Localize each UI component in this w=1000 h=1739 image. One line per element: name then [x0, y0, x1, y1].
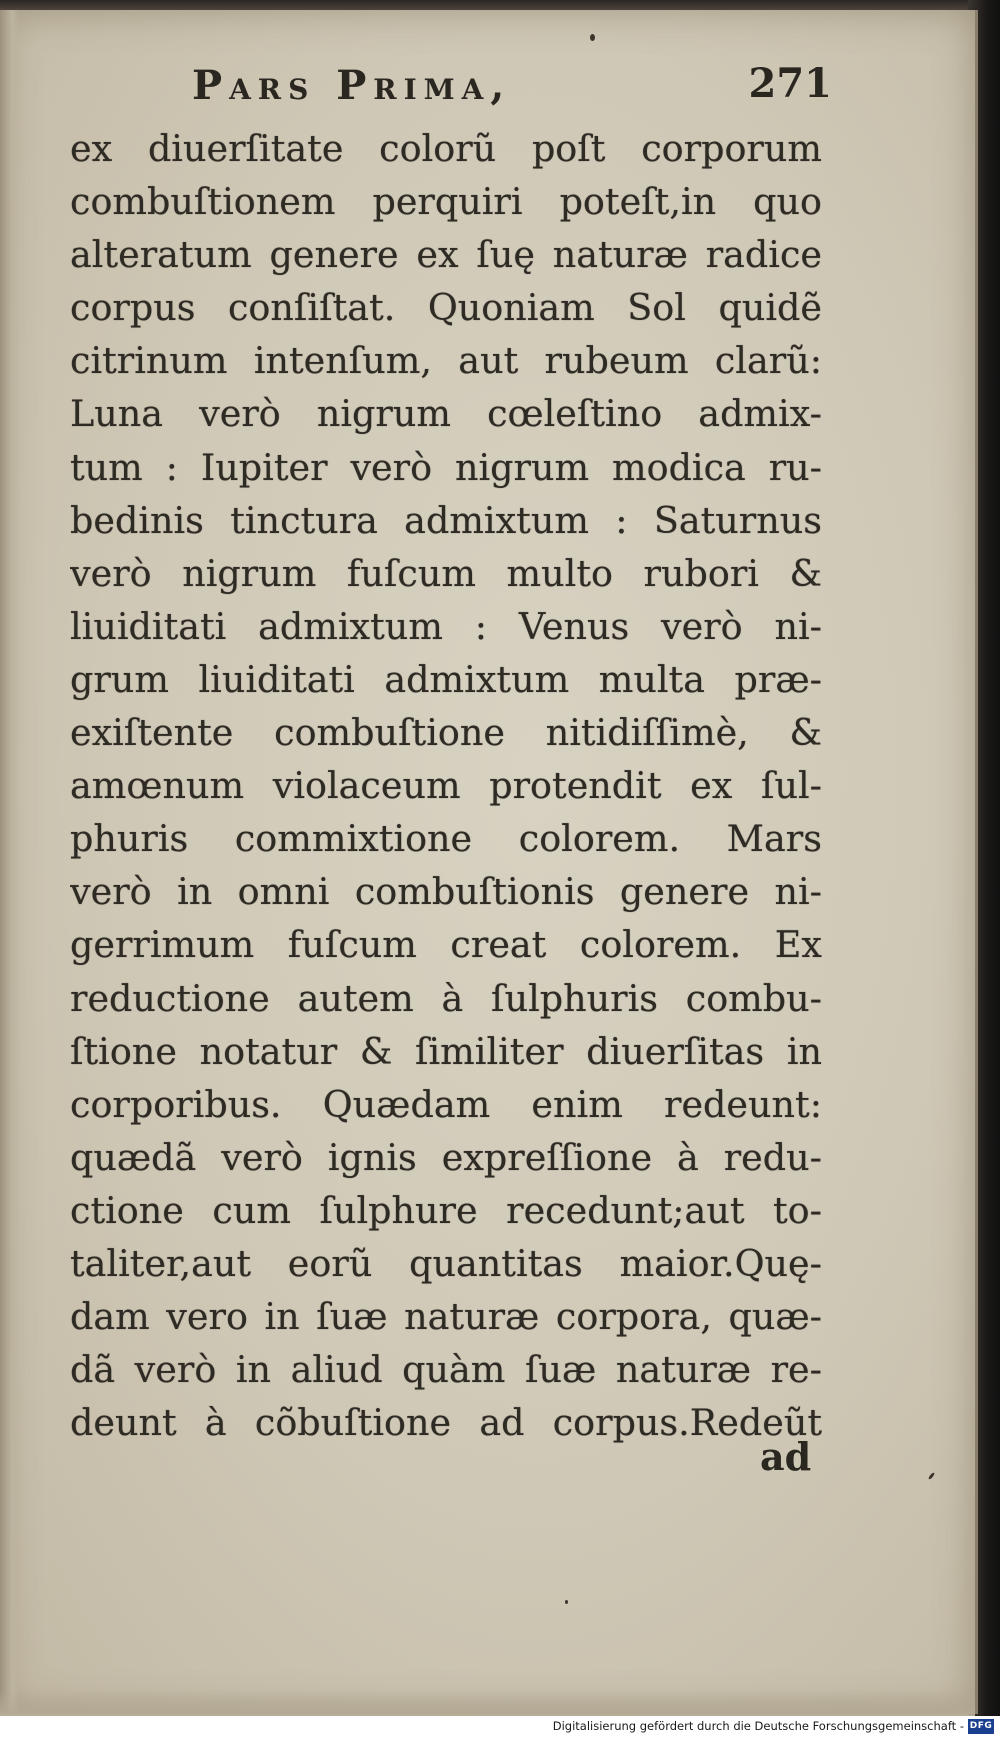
text-line: dam vero in ſuæ naturæ corpora, quæ- — [70, 1295, 822, 1339]
text-line: Luna verò nigrum cœleſtino admix- — [70, 392, 822, 436]
body-text-block — [70, 122, 822, 1449]
text-line: verò in omni combuſtionis genere ni- — [70, 870, 822, 914]
page-number: 271 — [748, 60, 832, 107]
text-line: taliter,aut eorũ quantitas maior.Quę- — [70, 1241, 822, 1285]
text-line: verò nigrum fuſcum multo rubori & — [70, 551, 822, 595]
text-line: combuſtionem perquiri poteſt,in quo — [70, 180, 822, 224]
text-line: liuiditati admixtum : Venus verò ni- — [70, 604, 822, 648]
page-bottom-shadow — [0, 1690, 975, 1716]
text-line: ſtione notatur & ſimiliter diuerſitas in — [70, 1029, 822, 1073]
digitization-footer — [0, 1716, 1000, 1739]
paper-speck — [590, 34, 595, 41]
text-line: grum liuiditati admixtum multa præ- — [70, 657, 822, 701]
text-line: corporibus. Quædam enim redeunt: — [70, 1082, 822, 1126]
text-line: dã verò in aliud quàm ſuæ naturæ re- — [70, 1348, 822, 1392]
footer-credit: Digitalisierung gefördert durch die Deutsche Forschungsgemeinschaft - — [552, 1719, 964, 1733]
paper-speck — [565, 1600, 568, 1604]
text-line: citrinum intenſum, aut rubeum clarũ: — [70, 339, 822, 383]
text-line: reductione autem à ſulphuris combu- — [70, 976, 822, 1020]
text-line: ctione cum ſulphure recedunt;aut to- — [70, 1188, 822, 1232]
page-header — [192, 62, 832, 122]
text-line: phuris commixtione colorem. Mars — [70, 817, 822, 861]
running-title: Pars Prima, — [192, 62, 512, 109]
dfg-logo-icon: DFG — [968, 1719, 994, 1734]
catchword: ad — [760, 1434, 812, 1479]
text-line: ex diuerſitate colorũ poſt corporum — [70, 127, 822, 170]
page-gutter-shadow — [0, 10, 20, 1714]
text-line: amœnum violaceum protendit ex ſul- — [70, 764, 822, 808]
text-line: exiſtente combuſtione nitidiſſimè, & — [70, 711, 822, 755]
text-line: tum : Iupiter verò nigrum modica ru- — [70, 445, 822, 489]
text-line: corpus conſiſtat. Quoniam Sol quidẽ — [70, 286, 822, 330]
text-line: quædã verò ignis expreſſione à redu- — [70, 1135, 822, 1179]
text-line: alteratum genere ex ſuę naturæ radice — [70, 233, 822, 277]
text-line: bedinis tinctura admixtum : Saturnus — [70, 498, 822, 542]
text-line: gerrimum fuſcum creat colorem. Ex — [70, 923, 822, 967]
text-line: deunt à cõbuſtione ad corpus.Redeũt — [70, 1401, 822, 1445]
